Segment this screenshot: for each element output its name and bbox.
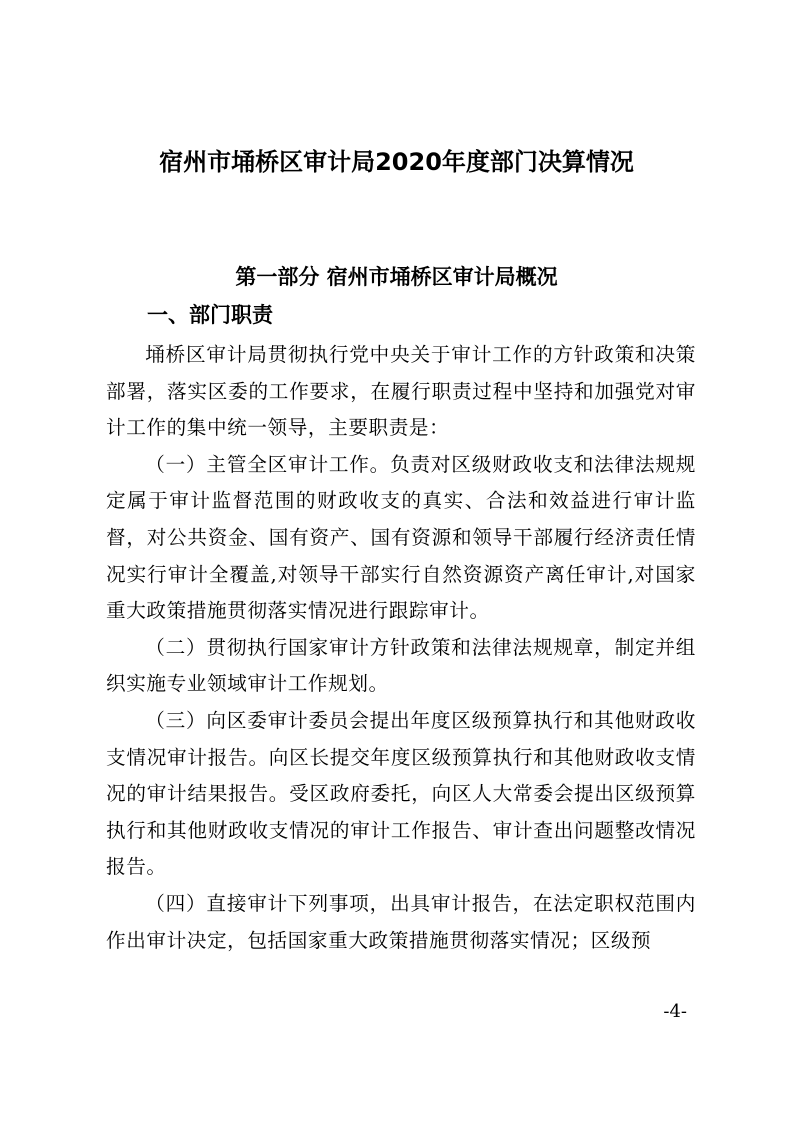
body-text <box>106 337 696 959</box>
page-number: -4- <box>663 1001 687 1022</box>
document-title: 宿州市埇桥区审计局2020年度部门决算情况 <box>159 148 634 176</box>
paragraph-duty-4: （四）直接审计下列事项，出具审计报告，在法定职权范围内作出审计决定，包括国家重大政策措施贯彻落实情况；区级预 <box>106 891 696 952</box>
paragraph-duty-1: （一）主管全区审计工作。负责对区级财政收支和法律法规规定属于审计监督范围的财政收支的真实、合法和效益进行审计监督，对公共资金、国有资产、国有资源和领导干部履行经济责任情况实行审计全覆盖,对领导干部实行自然资源资产离任审计,对国家重大政策措施贯彻落实情况进行跟踪审计。 <box>106 452 696 623</box>
paragraph-duty-2: （二）贯彻执行国家审计方针政策和法律法规规章，制定并组织实施专业领域审计工作规划。 <box>106 635 696 696</box>
paragraph-intro: 埇桥区审计局贯彻执行党中央关于审计工作的方针政策和决策部署，落实区委的工作要求，在履行职责过程中坚持和加强党对审计工作的集中统一领导，主要职责是： <box>106 343 696 440</box>
section-heading: 一、部门职责 <box>147 303 273 327</box>
part-heading: 第一部分 宿州市埇桥区审计局概况 <box>235 265 558 289</box>
paragraph-duty-3: （三）向区委审计委员会提出年度区级预算执行和其他财政收支情况审计报告。向区长提交年度区级预算执行和其他财政收支情况的审计结果报告。受区政府委托，向区人大常委会提出区级预算执行和其他财政收支情况的审计工作报告、审计查出问题整改情况报告。 <box>106 708 696 879</box>
